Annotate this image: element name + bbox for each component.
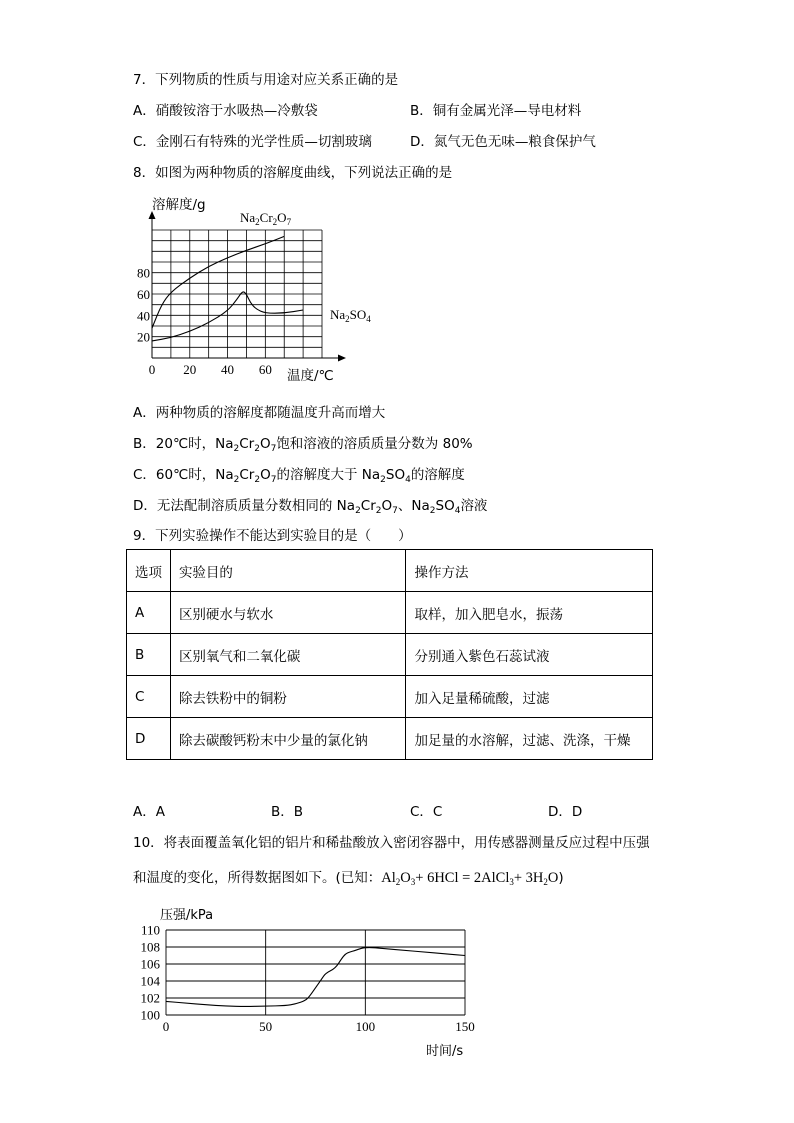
table-cell: 加入足量稀硫酸，过滤 [406, 676, 653, 718]
q9-option-b: B．B [271, 804, 304, 820]
q9-stem: 9．下列实验操作不能达到实验目的是（ ） [133, 528, 412, 544]
solubility-tick-labels [137, 266, 272, 377]
q9-option-d: D．D [548, 804, 583, 820]
curve-na2cr2o7 [152, 236, 284, 328]
table-cell: 取样，加入肥皂水，振荡 [406, 592, 653, 634]
series-label-na2cr2o7: $Na_2Cr_2O_7$ [240, 210, 292, 227]
y-tick-label: 20 [137, 329, 150, 345]
solubility-x-label: 温度/℃ [287, 368, 334, 384]
q7-option-c: C．金刚石有特殊的光学性质—切割玻璃 [133, 134, 372, 150]
solubility-grid [152, 230, 322, 358]
table-cell: 分别通入紫色石蕊试液 [406, 634, 653, 676]
reaction-equation: $Al_2O_3+ 6HCl$ = 2AlCl$_3$+ $3H_2O$ [381, 870, 559, 887]
solubility-chart [130, 188, 400, 388]
pressure-tick-labels [141, 923, 475, 1035]
table-cell: B [127, 634, 171, 676]
q8-option-b: B．20℃时，$Na_2Cr_2O_7$饱和溶液的溶质质量分数为 80% [133, 436, 473, 454]
table-cell: D [127, 718, 171, 760]
x-tick-label: 50 [259, 1019, 273, 1034]
y-tick-label: 110 [140, 922, 160, 938]
table-cell: 除去碳酸钙粉末中少量的氯化钠 [170, 718, 406, 760]
x-tick-label: 0 [162, 1019, 170, 1034]
q9-option-a: A．A [133, 804, 165, 820]
q8-option-c: C．60℃时，$Na_2Cr_2O_7$的溶解度大于 $Na_2SO_4$的溶解度 [133, 467, 465, 485]
q9-table [126, 549, 653, 760]
q7-option-d: D．氮气无色无味—粮食保护气 [410, 134, 596, 150]
q8-option-d: D．无法配制溶质质量分数相同的 $Na_2Cr_2O_7$、$Na_2SO_4$溶液 [133, 498, 488, 516]
table-header-cell: 选项 [127, 550, 171, 592]
q9-option-c: C．C [410, 804, 443, 820]
table-row [127, 718, 653, 760]
y-tick-label: 108 [140, 939, 160, 955]
x-tick-label: 100 [355, 1019, 376, 1034]
q7-option-a: A．硝酸铵溶于水吸热—冷敷袋 [133, 103, 318, 119]
y-tick-label: 80 [137, 265, 150, 281]
pressure-chart [130, 902, 490, 1062]
pressure-y-label: 压强/kPa [160, 908, 214, 923]
table-cell: A [127, 592, 171, 634]
x-tick-label: 40 [221, 362, 235, 377]
y-tick-label: 102 [140, 990, 160, 1006]
y-tick-label: 104 [140, 973, 160, 989]
x-axis-arrow [338, 355, 346, 362]
q10-stem-line1: 10．将表面覆盖氧化铝的铝片和稀盐酸放入密闭容器中，用传感器测量反应过程中压强 [133, 835, 650, 851]
y-tick-label: 40 [137, 308, 150, 324]
table-header-row [127, 550, 653, 592]
q8-stem: 8．如图为两种物质的溶解度曲线，下列说法正确的是 [133, 165, 453, 181]
q7-stem: 7．下列物质的性质与用途对应关系正确的是 [133, 72, 399, 88]
y-tick-label: 100 [140, 1007, 160, 1023]
series-label-na2so4: $Na_2SO_4$ [330, 307, 371, 324]
q7-option-b: B．铜有金属光泽—导电材料 [410, 103, 582, 119]
table-row [127, 676, 653, 718]
table-cell: 区别氧气和二氧化碳 [170, 634, 406, 676]
table-row [127, 592, 653, 634]
table-cell: C [127, 676, 171, 718]
table-row [127, 634, 653, 676]
x-tick-label: 60 [258, 362, 272, 377]
x-tick-label: 150 [455, 1019, 475, 1034]
q8-option-a: A．两种物质的溶解度都随温度升高而增大 [133, 405, 386, 421]
y-tick-label: 60 [137, 287, 150, 302]
solubility-y-label: 溶解度/g [152, 197, 206, 213]
pressure-grid [166, 930, 465, 1015]
q10-stem-line2: 和温度的变化，所得数据图如下。(已知：$Al_2O_3+ 6HCl$ = 2AlCl$_3$+ $3H_2O$) [133, 870, 564, 887]
pressure-x-label: 时间/s [426, 1044, 464, 1059]
table-cell: 除去铁粉中的铜粉 [170, 676, 406, 718]
table-cell: 加足量的水溶解，过滤、洗涤，干燥 [406, 718, 653, 760]
table-cell: 区别硬水与软水 [170, 592, 406, 634]
table-header-cell: 操作方法 [406, 550, 653, 592]
table-header-cell: 实验目的 [170, 550, 406, 592]
y-tick-label: 106 [140, 956, 160, 972]
x-tick-label: 0 [148, 362, 156, 377]
x-tick-label: 20 [183, 362, 197, 377]
